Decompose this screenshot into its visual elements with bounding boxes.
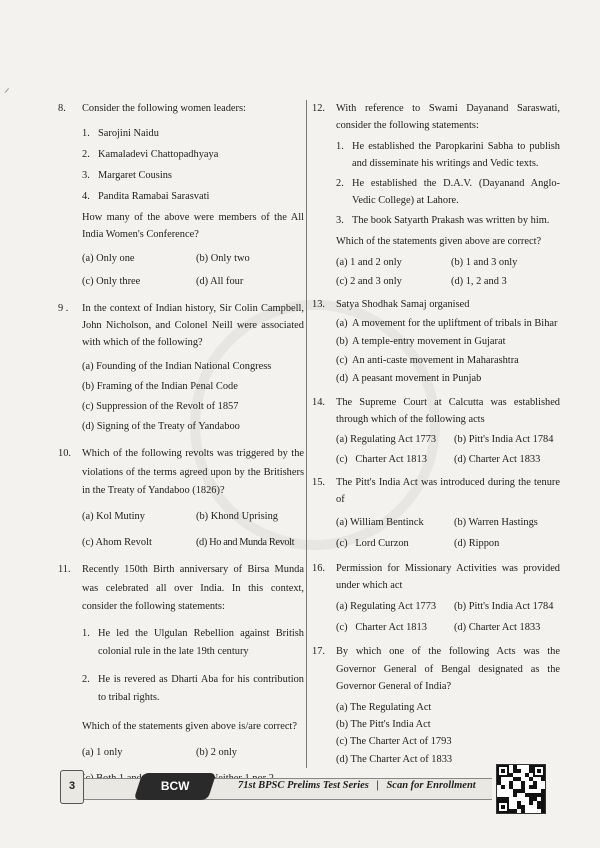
question-14 — [312, 394, 560, 468]
option-a: (a) The Regulating Act — [336, 702, 432, 714]
option-a: (a) William Bentinck — [336, 517, 424, 529]
question-12 — [312, 100, 560, 290]
option-c: (c) 2 and 3 only — [336, 275, 402, 287]
column-divider — [306, 100, 307, 768]
option-d: (d) Rippon — [454, 538, 500, 550]
question-number: 14. — [312, 397, 325, 409]
list-item: He led the Ulgulan Rebellion against British colonial rule in the late 19th century — [98, 627, 304, 658]
question-8 — [58, 100, 304, 290]
question-prompt: How many of the above were members of the All India Women's Conference? — [82, 212, 304, 241]
item-number: 2. — [336, 178, 344, 190]
option-c: (c) Suppression of the Revolt of 1857 — [82, 401, 239, 413]
option-a: (a) 1 and 2 only — [336, 256, 402, 268]
option-d: (d) The Charter Act of 1833 — [336, 753, 453, 765]
list-item: He established the D.A.V. (Dayanand Anglo-Vedic College) at Lahore. — [352, 178, 560, 207]
question-number: 8. — [58, 103, 66, 114]
list-item: Margaret Cousins — [98, 170, 172, 182]
question-17 — [312, 643, 560, 767]
question-stem: In the context of Indian history, Sir Colin Campbell, John Nicholson, and Colonel Neill were associated with which of the following? — [82, 303, 304, 349]
option-b: (b) Warren Hastings — [454, 517, 538, 529]
question-16 — [312, 560, 560, 637]
list-item: He established the Paropkarini Sabha to publish and disseminate his writings and Vedic texts. — [352, 141, 560, 170]
question-10 — [58, 445, 304, 551]
list-item: The book Satyarth Prakash was written by him. — [352, 215, 550, 227]
option-c: (c) The Charter Act of 1793 — [336, 736, 452, 748]
option-b: (b) Pitt's India Act 1784 — [454, 601, 554, 613]
option-c: (c) Charter Act 1813 — [336, 453, 427, 465]
option-letter: (b) — [336, 336, 349, 348]
option-a: (a) Kol Mutiny — [82, 510, 145, 522]
list-item: Sarojini Naidu — [98, 128, 159, 140]
question-stem: Recently 150th Birth anniversary of Birsa Munda was celebrated all over India. In this context, consider the following statements: — [82, 564, 304, 613]
option-d: (d) Ho and Munda Revolt — [196, 537, 295, 549]
item-number: 2. — [82, 673, 90, 685]
question-15 — [312, 474, 560, 553]
left-column — [58, 100, 304, 791]
series-title: 71st BPSC Prelims Test Series — [238, 780, 369, 791]
option-text: A movement for the upliftment of tribals in Bihar — [352, 318, 558, 330]
option-text: A peasant movement in Punjab — [352, 372, 482, 384]
list-item: He is revered as Dharti Aba for his contribution to tribal rights. — [98, 673, 304, 704]
option-b: (b) 2 only — [196, 746, 237, 758]
page-number-box — [60, 770, 84, 804]
option-d: (d) Signing of the Treaty of Yandaboo — [82, 421, 240, 433]
page-number: 3 — [68, 780, 76, 792]
question-number: 15. — [312, 476, 325, 488]
option-a: (a) Regulating Act 1773 — [336, 434, 437, 446]
option-text: An anti-caste movement in Maharashtra — [352, 354, 519, 366]
footer-text: 71st BPSC Prelims Test Series | Scan for Enrollment — [238, 780, 476, 791]
option-c: (c) Ahom Revolt — [82, 537, 152, 549]
qr-code[interactable] — [496, 764, 546, 814]
item-number: 1. — [82, 627, 90, 639]
question-stem: The Supreme Court at Calcutta was established through which of the following acts — [336, 397, 560, 426]
question-stem: By which one of the following Acts was the Governor General of Bengal designated as the Governor General of India? — [336, 646, 560, 692]
footer — [60, 770, 490, 804]
question-13 — [312, 296, 560, 387]
scan-mark: ᐟ — [4, 87, 10, 102]
option-a: (a) Founding of the Indian National Congress — [82, 360, 272, 372]
question-stem: Which of the following revolts was triggered by the violations of the terms agreed upon by the Britishers in the Treaty of Yandaboo (1826)? — [82, 448, 304, 497]
question-prompt: Which of the statements given above are correct? — [336, 236, 542, 248]
option-b: (b) Framing of the Indian Penal Code — [82, 380, 238, 392]
item-number: 3. — [82, 170, 90, 182]
option-d: (d) Charter Act 1833 — [454, 622, 541, 634]
right-column — [312, 100, 560, 772]
option-b: (b) Only two — [196, 252, 250, 264]
list-item: Kamaladevi Chattopadhyaya — [98, 149, 219, 161]
option-d: (d) Charter Act 1833 — [454, 453, 541, 465]
option-b: (b) Pitt's India Act 1784 — [454, 434, 554, 446]
option-d — [336, 370, 560, 387]
option-c: (c) Charter Act 1813 — [336, 622, 427, 634]
question-number: 16. — [312, 562, 325, 574]
brand-badge — [134, 773, 217, 800]
list-item: Pandita Ramabai Sarasvati — [98, 191, 210, 203]
question-number: 11. — [58, 564, 71, 576]
option-b: (b) The Pitt's India Act — [336, 719, 431, 731]
option-letter: (c) — [336, 354, 348, 366]
question-number: 9 . — [58, 303, 69, 315]
item-number: 3. — [336, 215, 344, 227]
option-a: (a) 1 only — [82, 746, 123, 758]
option-b: (b) 1 and 3 only — [451, 256, 518, 268]
option-a — [336, 315, 560, 332]
option-letter: (a) — [336, 318, 348, 330]
option-a: (a) Regulating Act 1773 — [336, 601, 437, 613]
question-stem: The Pitt's India Act was introduced during the tenure of — [336, 476, 560, 506]
question-9 — [58, 300, 304, 435]
question-stem: Satya Shodhak Samaj organised — [336, 299, 470, 311]
option-text: A temple-entry movement in Gujarat — [352, 336, 506, 348]
option-c — [336, 352, 560, 369]
question-number: 10. — [58, 448, 71, 460]
option-b — [336, 333, 560, 350]
question-11 — [58, 561, 304, 787]
option-c: (c) Only three — [82, 275, 141, 287]
item-number: 4. — [82, 191, 90, 203]
item-number: 1. — [336, 141, 344, 153]
option-d: (d) 1, 2 and 3 — [451, 275, 507, 287]
item-number: 1. — [82, 128, 90, 140]
brand-label: BCW — [160, 779, 190, 793]
option-c: (c) Lord Curzon — [336, 538, 409, 550]
question-prompt: Which of the statements given above is/are correct? — [82, 720, 297, 732]
question-number: 12. — [312, 103, 325, 114]
question-stem: With reference to Swami Dayanand Saraswati, consider the following statements: — [336, 103, 560, 132]
question-stem: Permission for Missionary Activities was provided under which act — [336, 562, 560, 591]
option-letter: (d) — [336, 372, 349, 384]
question-number: 13. — [312, 299, 325, 311]
question-number: 17. — [312, 646, 325, 658]
option-a: (a) Only one — [82, 252, 135, 264]
item-number: 2. — [82, 149, 90, 161]
option-d: (d) All four — [196, 275, 244, 287]
scan-label: Scan for Enrollment — [386, 780, 476, 791]
question-stem: Consider the following women leaders: — [82, 103, 246, 114]
option-b: (b) Khond Uprising — [196, 510, 278, 522]
